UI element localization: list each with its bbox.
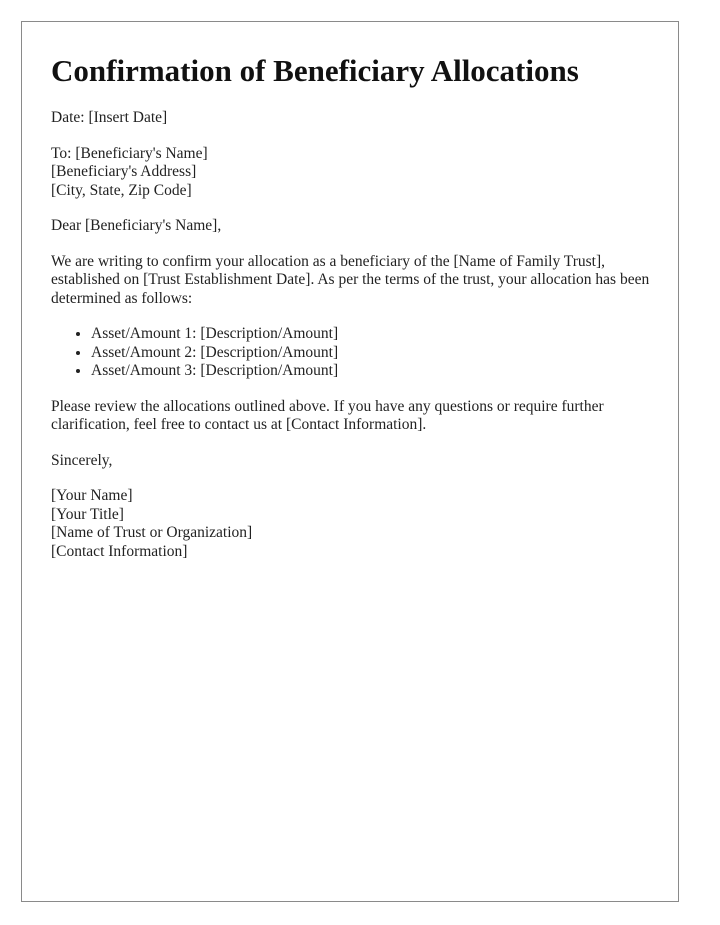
signature-block [51,487,654,561]
signature-title: [Your Title] [51,505,124,523]
page-title: Confirmation of Beneficiary Allocations [51,53,579,88]
date-line: Date: [Insert Date] [51,109,168,127]
allocation-list [51,325,654,381]
closing: Sincerely, [51,451,113,469]
review-paragraph: Please review the allocations outlined above. If you have any questions or require further clarification, feel free to contact us at [Contact Information]. [51,397,604,434]
signature-contact: [Contact Information] [51,542,188,560]
body-paragraph: We are writing to confirm your allocation as a beneficiary of the [Name of Family Trust], established on [Trust Establishment Date]. As per the terms of the trust, your allocation has been determined as follows: [51,252,650,307]
recipient-city: [City, State, Zip Code] [51,181,192,199]
signature-name: [Your Name] [51,487,133,505]
list-item: • Asset/Amount 3: [Description/Amount] [91,362,654,381]
recipient-name: To: [Beneficiary's Name] [51,144,208,162]
list-item: • Asset/Amount 2: [Description/Amount] [91,344,654,363]
letter-page [21,21,679,902]
letter-content [51,52,654,561]
recipient-block [51,145,654,201]
salutation: Dear [Beneficiary's Name], [51,217,222,235]
recipient-address: [Beneficiary's Address] [51,163,197,181]
signature-organization: [Name of Trust or Organization] [51,524,253,542]
list-item: • Asset/Amount 1: [Description/Amount] [91,325,654,344]
